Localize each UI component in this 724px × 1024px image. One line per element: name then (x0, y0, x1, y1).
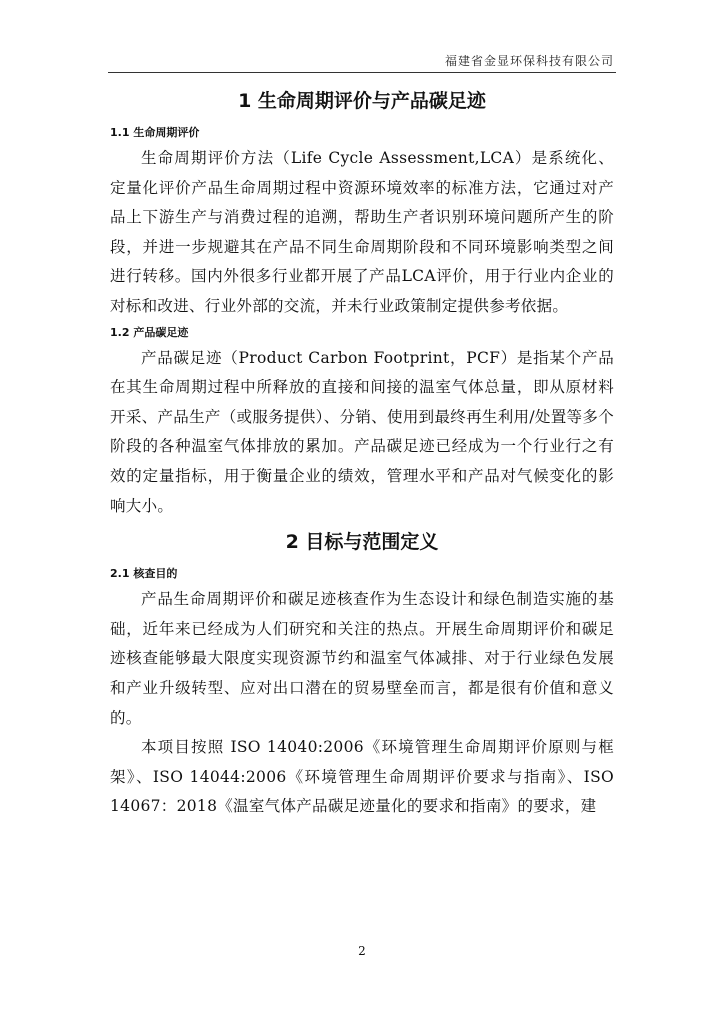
section-2-1-paragraph-1: 产品生命周期评价和碳足迹核查作为生态设计和绿色制造实施的基础，近年来已经成为人们研究和关注的热点。开展生命周期评价和碳足迹核查能够最大限度实现资源节约和温室气体减排、对于行业绿色发展和产业升级转型、应对出口潜在的贸易壁垒而言，都是很有价值和意义的。 (110, 590, 614, 727)
section-1-1-paragraph: 生命周期评价方法（Life Cycle Assessment,LCA）是系统化、定量化评价产品生命周期过程中资源环境效率的标准方法，它通过对产品上下游生产与消费过程的追溯，帮助生产者识别环境问题所产生的阶段，并进一步规避其在产品不同生命周期阶段和不同环境影响类型之间进行转移。国内外很多行业都开展了产品LCA评价，用于行业内企业的对标和改进、行业外部的交流，并未行业政策制定提供参考依据。 (110, 149, 614, 315)
page-content (110, 86, 614, 822)
section-2-title: 2 目标与范围定义 (285, 531, 439, 554)
section-2-1-paragraph-2: 本项目按照 ISO 14040:2006《环境管理生命周期评价原则与框架》、ISO 14044:2006《环境管理生命周期评价要求与指南》、ISO 14067：2018《温室气体产品碳足迹量化的要求和指南》的要求，建 (110, 738, 614, 816)
header-divider (108, 72, 616, 73)
section-2-1-title: 2.1 核查目的 (110, 567, 178, 581)
section-1-title: 1 生命周期评价与产品碳足迹 (238, 90, 486, 112)
section-1-2-title: 1.2 产品碳足迹 (110, 325, 189, 339)
header-company: 福建省金显环保科技有限公司 (444, 54, 614, 68)
page-number: 2 (358, 944, 366, 958)
section-1-1-title: 1.1 生命周期评价 (110, 126, 200, 139)
section-1-2-paragraph: 产品碳足迹（Product Carbon Footprint，PCF）是指某个产品在其生命周期过程中所释放的直接和间接的温室气体总量，即从原材料开采、产品生产（或服务提供）、分销、使用到最终再生利用/处置等多个阶段的各种温室气体排放的累加。产品碳足迹已经成为一个行业行之有效的定量指标，用于衡量企业的绩效，管理水平和产品对气候变化的影响大小。 (110, 348, 614, 515)
